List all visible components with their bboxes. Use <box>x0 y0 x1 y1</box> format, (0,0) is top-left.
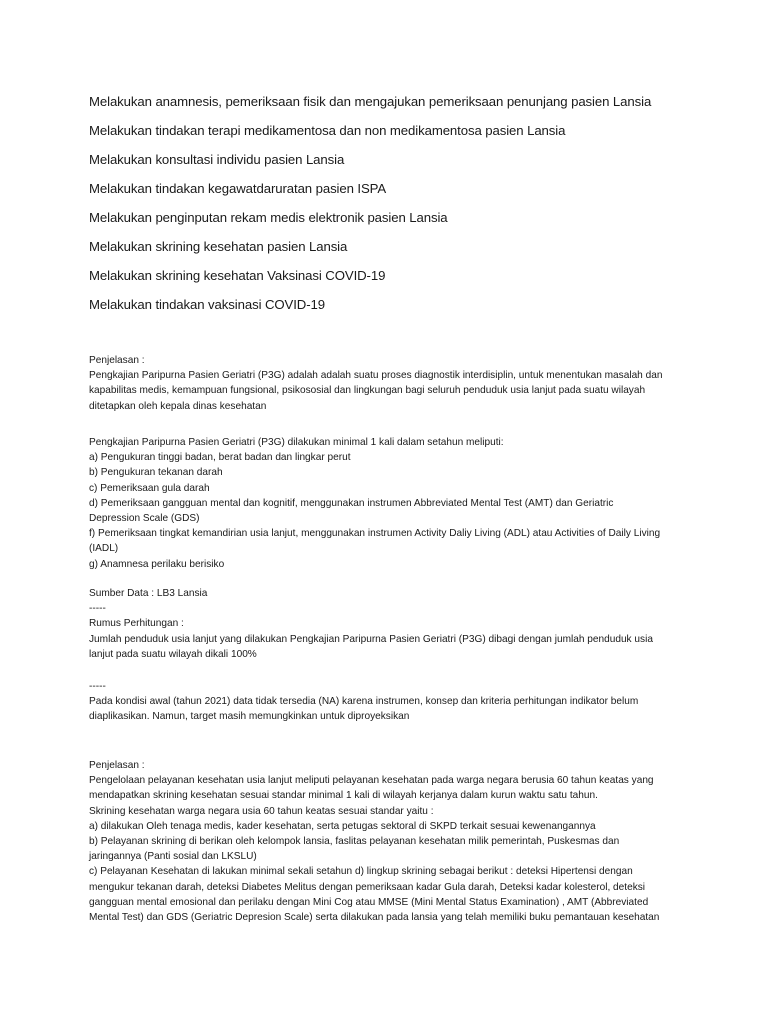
text-line: c) Pelayanan Kesehatan di lakukan minimal sekali setahun d) lingkup skrining sebagai berikut : deteksi Hipertensi dengan <box>89 866 633 878</box>
separator: ----- <box>89 681 106 692</box>
list-item: (IADL) <box>89 543 119 555</box>
source-and-formula <box>89 586 689 662</box>
text-line: Pada kondisi awal (tahun 2021) data tidak tersedia (NA) karena instrumen, konsep dan kriteria perhitungan indikator belum <box>89 696 639 708</box>
p3g-criteria-list <box>89 435 689 572</box>
task-item: Melakukan tindakan vaksinasi COVID-19 <box>89 297 325 312</box>
text-line: kapabilitas medis, kemampuan fungsional, psikososial dan lingkungan bagi seluruh penduduk usia lanjut pada suatu wilayah <box>89 385 646 397</box>
document-page <box>89 93 689 924</box>
text-line: lanjut pada suatu wilayah dikali 100% <box>89 648 257 660</box>
task-item: Melakukan skrining kesehatan pasien Lansia <box>89 239 348 254</box>
list-item: f) Pemeriksaan tingkat kemandirian usia lanjut, menggunakan instrumen Activity Daliy Living (ADL) atau Activities of Daily Living <box>89 528 661 540</box>
task-item: Melakukan tindakan kegawatdaruratan pasien ISPA <box>89 181 387 196</box>
list-item: d) Pemeriksaan gangguan mental dan kognitif, menggunakan instrumen Abbreviated Mental Test (AMT) dan Geriatric <box>89 497 614 509</box>
list-intro: Pengkajian Paripurna Pasien Geriatri (P3G) dilakukan minimal 1 kali dalam setahun meliputi: <box>89 437 504 448</box>
text-line: mengukur tekanan darah, deteksi Diabetes Melitus dengan pemeriksaan kadar Gula darah, Deteksi kadar kolesterol, deteksi <box>89 881 646 893</box>
list-item: c) Pemeriksaan gula darah <box>89 482 210 494</box>
data-source: Sumber Data : LB3 Lansia <box>89 588 208 599</box>
formula-heading: Rumus Perhitungan : <box>89 618 184 630</box>
section-heading: Penjelasan : <box>89 355 145 366</box>
text-line: Mental Test) dan GDS (Geriatric Depresion Scale) serta dilakukan pada lansia yang telah memiliki buku pemantauan kesehatan <box>89 912 660 924</box>
task-list <box>89 93 689 325</box>
text-line: Jumlah penduduk usia lanjut yang dilakukan Pengkajian Paripurna Pasien Geriatri (P3G) dibagi dengan jumlah penduduk usia <box>89 633 653 645</box>
task-item: Melakukan skrining kesehatan Vaksinasi COVID-19 <box>89 268 386 283</box>
list-item: a) Pengukuran tinggi badan, berat badan dan lingkar perut <box>89 452 351 464</box>
text-line: ditetapkan oleh kepala dinas kesehatan <box>89 400 267 412</box>
text-line: gangguan mental emosional dan perilaku dengan Mini Cog atau MMSE (Mini Mental Status Examination) , AMT (Abbreviated <box>89 896 649 908</box>
task-item: Melakukan anamnesis, pemeriksaan fisik dan mengajukan pemeriksaan penunjang pasien Lansia <box>89 94 652 109</box>
text-line: diaplikasikan. Namun, target masih memungkinkan untuk diproyeksikan <box>89 711 410 723</box>
text-line: Skrining kesehatan warga negara usia 60 tahun keatas sesuai standar yaitu : <box>89 805 434 817</box>
text-line: Pengelolaan pelayanan kesehatan usia lanjut meliputi pelayanan kesehatan pada warga negara berusia 60 tahun keatas yang <box>89 775 654 787</box>
separator: ----- <box>89 603 106 615</box>
baseline-note <box>89 679 689 725</box>
text-line: jaringannya (Panti sosial dan LKSLU) <box>89 851 257 863</box>
task-item: Melakukan penginputan rekam medis elektronik pasien Lansia <box>89 210 448 225</box>
list-item: Depression Scale (GDS) <box>89 513 200 525</box>
list-item: g) Anamnesa perilaku berisiko <box>89 558 225 570</box>
screening-explanation <box>89 758 669 925</box>
task-item: Melakukan tindakan terapi medikamentosa dan non medikamentosa pasien Lansia <box>89 123 566 138</box>
text-line: mendapatkan skrining kesehatan sesuai standar minimal 1 kali di wilayah kerjanya dalam kurun waktu satu tahun. <box>89 790 598 802</box>
text-line: b) Pelayanan skrining di berikan oleh kelompok lansia, faslitas pelayanan kesehatan milik pemerintah, Puskesmas dan <box>89 836 620 848</box>
section-heading: Penjelasan : <box>89 760 145 771</box>
task-item: Melakukan konsultasi individu pasien Lansia <box>89 152 345 167</box>
text-line: Pengkajian Paripurna Pasien Geriatri (P3G) adalah adalah suatu proses diagnostik interdisiplin, untuk menentukan masalah dan <box>89 370 663 382</box>
list-item: b) Pengukuran tekanan darah <box>89 467 223 479</box>
text-line: a) dilakukan Oleh tenaga medis, kader kesehatan, serta petugas sektoral di SKPD terkait sesuai kewenangannya <box>89 820 596 832</box>
p3g-explanation <box>89 353 689 414</box>
